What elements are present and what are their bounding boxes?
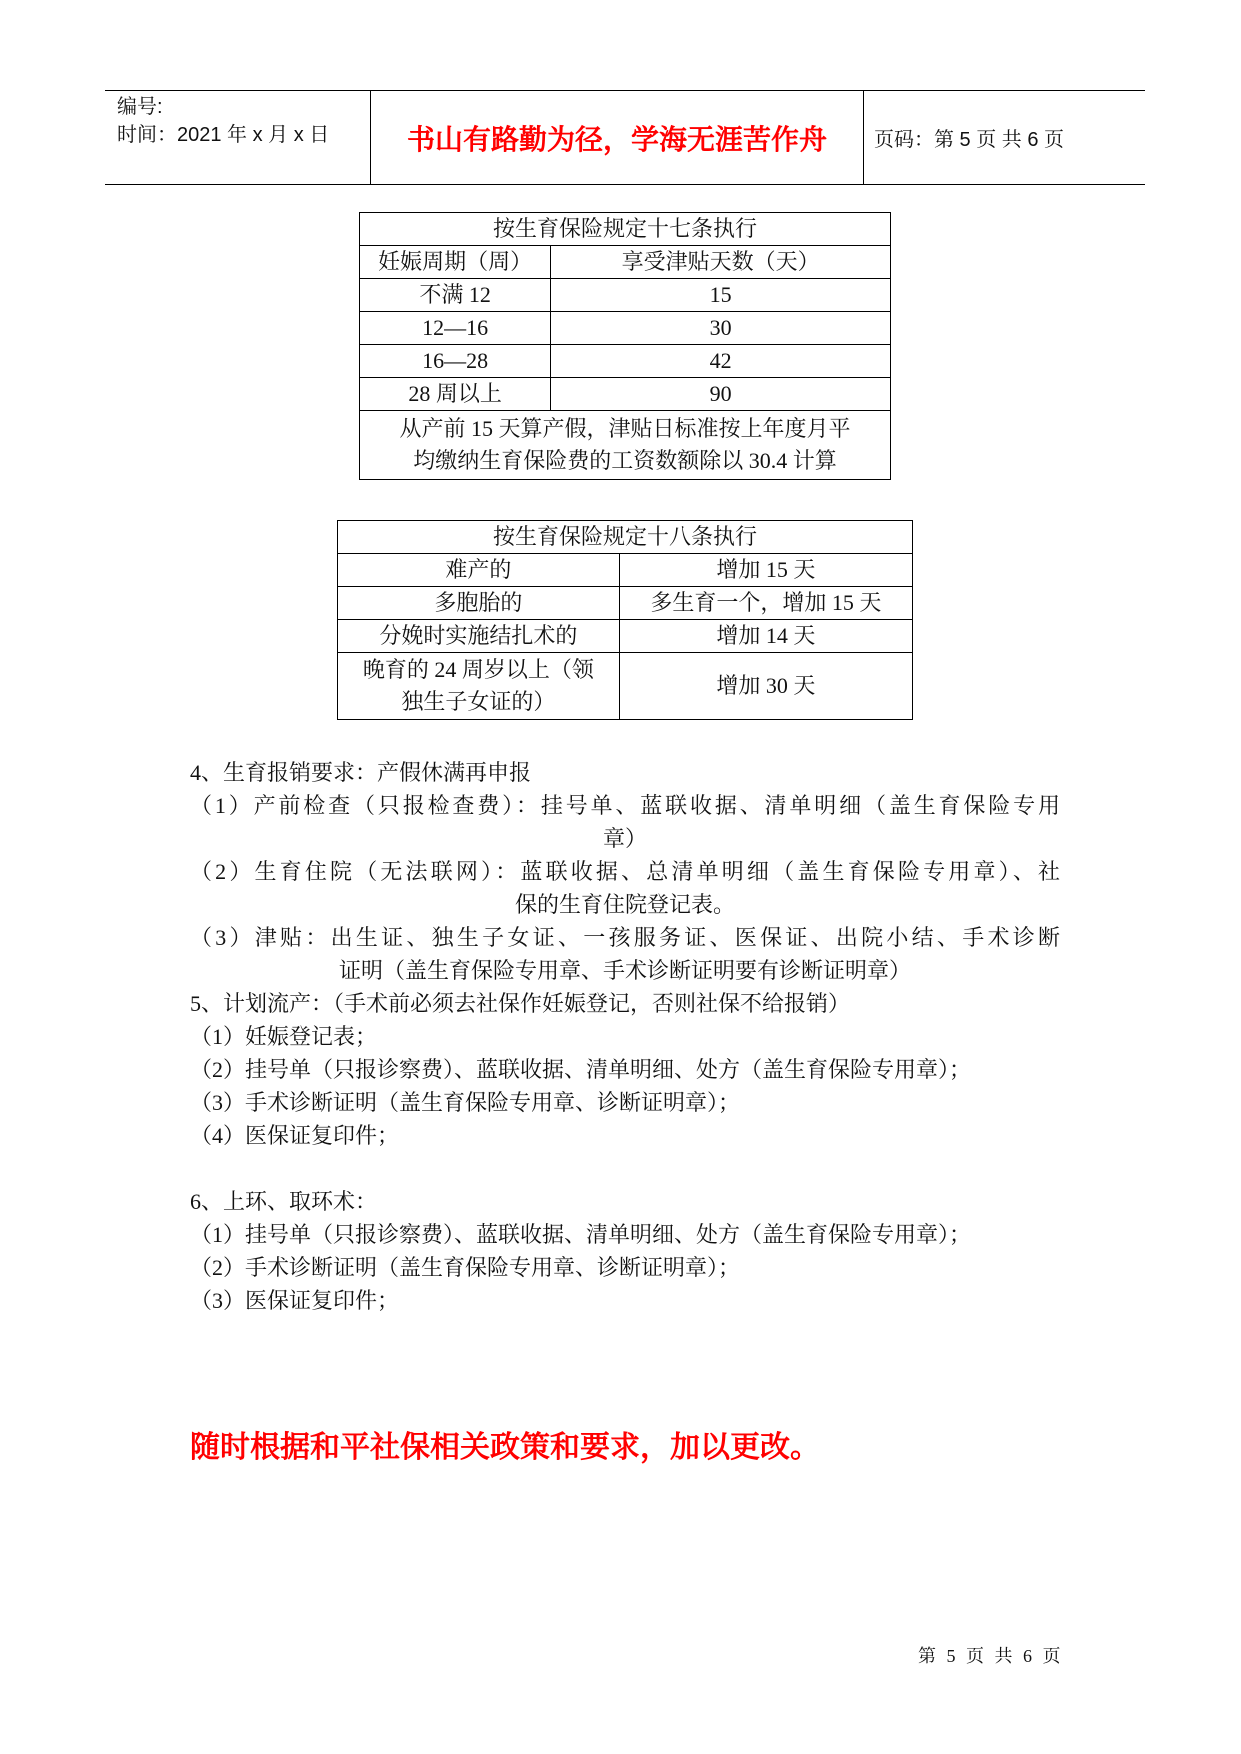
list-item: （3）津贴：出生证、独生子女证、一孩服务证、医保证、出院小结、手术诊断 [190, 925, 1060, 950]
cell [338, 653, 620, 720]
page-label: 页码：第 5 页 共 6 页 [874, 129, 1065, 151]
cell: 42 [551, 345, 891, 378]
cell: 12—16 [360, 312, 551, 345]
list-item-cont: 章） [602, 826, 647, 851]
cell: 增加 14 天 [619, 620, 912, 653]
list-item: （1）产前检查（只报检查费）：挂号单、蓝联收据、清单明细（盖生育保险专用 [190, 793, 1060, 818]
list-item-cont: 证明（盖生育保险专用章、手术诊断证明要有诊断证明章） [338, 958, 911, 983]
list-item-cont: 保的生育住院登记表。 [514, 892, 735, 917]
page-header [105, 90, 1145, 185]
cell: 增加 30 天 [619, 653, 912, 720]
cell: 90 [551, 378, 891, 411]
table-row [338, 653, 913, 720]
cell: 难产的 [338, 554, 620, 587]
cell: 28 周以上 [360, 378, 551, 411]
cell: 不满 12 [360, 279, 551, 312]
list-item: （3）手术诊断证明（盖生育保险专用章、诊断证明章）； [190, 1090, 741, 1115]
table-row [338, 587, 913, 620]
table-row [360, 279, 891, 312]
maternity-allowance-table [359, 212, 891, 480]
table-row [360, 345, 891, 378]
list-item: （2）生育住院（无法联网）：蓝联收据、总清单明细（盖生育保险专用章）、社 [190, 859, 1060, 884]
column-header: 享受津贴天数（天） [551, 246, 891, 279]
page-footer: 第 5 页 共 6 页 [918, 1646, 1061, 1666]
list-item: （3）医保证复印件； [190, 1288, 400, 1313]
cell: 分娩时实施结扎术的 [338, 620, 620, 653]
section-4 [190, 756, 1060, 1317]
cell-line: 独生子女证的） [401, 689, 556, 714]
table-row [360, 312, 891, 345]
list-item: （2）手术诊断证明（盖生育保险专用章、诊断证明章）； [190, 1255, 741, 1280]
number-label: 编号: [117, 96, 163, 118]
cell: 15 [551, 279, 891, 312]
section-heading: 4、生育报销要求：产假休满再申报 [190, 760, 532, 785]
section-heading: 6、上环、取环术： [190, 1189, 378, 1214]
list-item: （1）妊娠登记表； [190, 1024, 378, 1049]
cell: 多生育一个，增加 15 天 [619, 587, 912, 620]
list-item: （1）挂号单（只报诊察费）、蓝联收据、清单明细、处方（盖生育保险专用章）； [190, 1222, 972, 1247]
table-title: 按生育保险规定十八条执行 [338, 521, 913, 554]
list-item: （2）挂号单（只报诊察费）、蓝联收据、清单明细、处方（盖生育保险专用章）； [190, 1057, 972, 1082]
table-row [338, 554, 913, 587]
cell-line: 晚育的 24 周岁以上（领 [362, 657, 594, 682]
section-heading: 5、计划流产：（手术前必须去社保作妊娠登记，否则社保不给报销） [190, 991, 851, 1016]
table-note [360, 411, 891, 480]
column-header: 妊娠周期（周） [360, 246, 551, 279]
table-row [338, 620, 913, 653]
table-row [360, 378, 891, 411]
motto: 书山有路勤为径，学海无涯苦作舟 [370, 91, 864, 184]
list-item: （4）医保证复印件； [190, 1123, 400, 1148]
extra-leave-table [337, 520, 913, 720]
table-title: 按生育保险规定十七条执行 [360, 213, 891, 246]
time-label: 时间：2021 年 x 月 x 日 [117, 124, 330, 146]
policy-note: 随时根据和平社保相关政策和要求，加以更改。 [190, 1430, 820, 1465]
cell: 30 [551, 312, 891, 345]
note-line: 从产前 15 天算产假，津贴日标准按上年度月平 [399, 416, 851, 441]
cell: 16—28 [360, 345, 551, 378]
cell: 增加 15 天 [619, 554, 912, 587]
cell: 多胞胎的 [338, 587, 620, 620]
header-left-cell [105, 91, 370, 184]
note-line: 均缴纳生育保险费的工资数额除以 30.4 计算 [413, 448, 837, 473]
